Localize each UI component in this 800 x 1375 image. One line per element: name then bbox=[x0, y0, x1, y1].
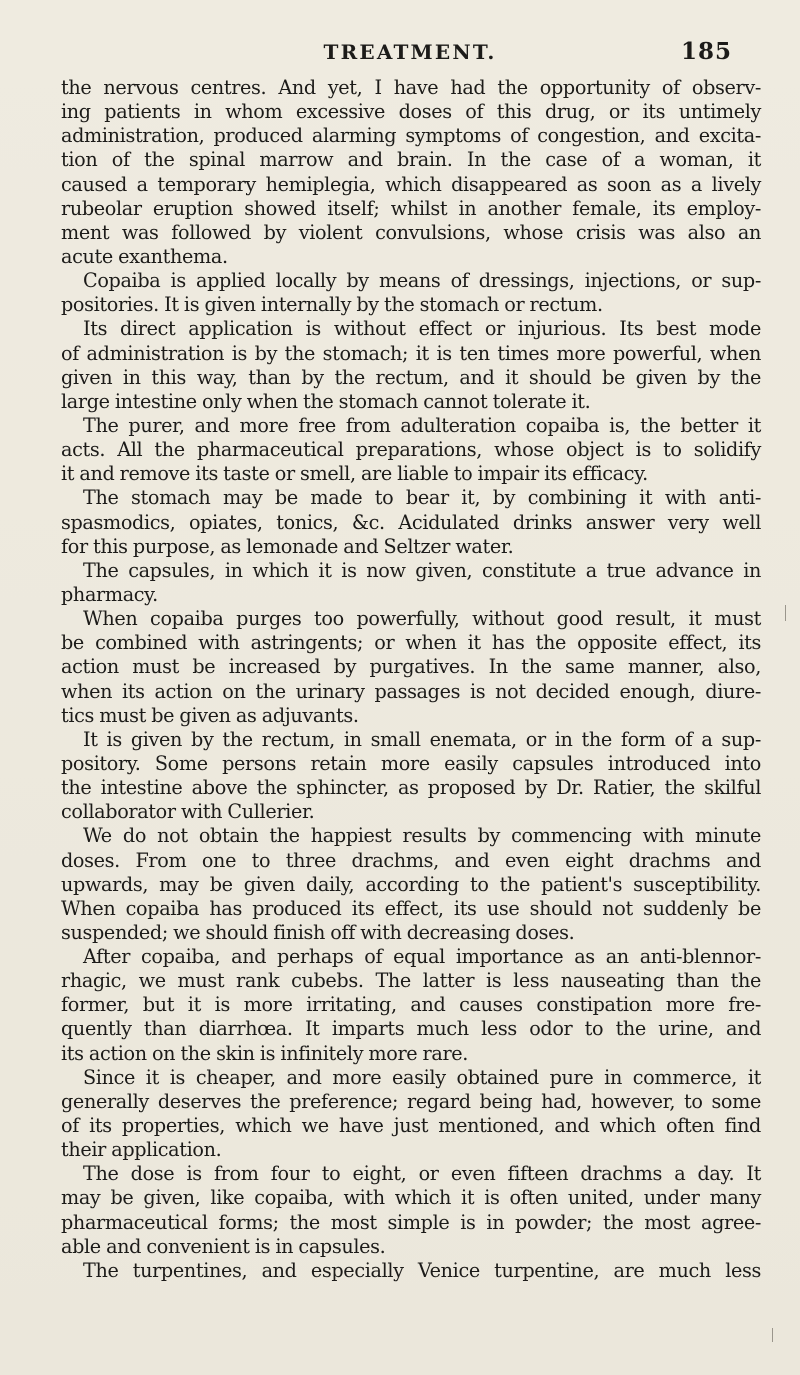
text-line: the nervous centres. And yet, I have had the opportunity of observ- bbox=[61, 76, 761, 99]
text-line: administration, produced alarming symptoms of congestion, and excita- bbox=[61, 124, 761, 148]
text-line: The purer, and more free from adulteration copaiba is, the better it bbox=[83, 413, 761, 437]
text-line: of administration is by the stomach; it is ten times more powerful, when bbox=[61, 341, 761, 365]
text-line: collaborator with Cullerier. bbox=[61, 800, 315, 824]
text-line: caused a temporary hemiplegia, which disappeared as soon as a lively bbox=[61, 172, 761, 196]
text-line: tion of the spinal marrow and brain. In the case of a woman, it bbox=[61, 148, 761, 172]
text-line: tics must be given as adjuvants. bbox=[61, 703, 359, 727]
margin-mark bbox=[772, 1328, 773, 1342]
running-head bbox=[60, 40, 760, 70]
text-line: its action on the skin is infinitely more rare. bbox=[61, 1041, 469, 1065]
text-line: positories. It is given internally by the stomach or rectum. bbox=[61, 293, 603, 317]
text-line: It is given by the rectum, in small enemata, or in the form of a sup- bbox=[83, 727, 761, 751]
text-line: rubeolar eruption showed itself; whilst in another female, its employ- bbox=[61, 196, 761, 220]
text-line: spasmodics, opiates, tonics, &c. Acidulated drinks answer very well bbox=[61, 510, 761, 534]
text-line: The stomach may be made to bear it, by combining it with anti- bbox=[83, 486, 761, 510]
text-line: Copaiba is applied locally by means of dressings, injections, or sup- bbox=[83, 269, 761, 293]
text-line: When copaiba has produced its effect, its use should not suddenly be bbox=[61, 896, 761, 920]
text-line: able and convenient is in capsules. bbox=[61, 1234, 386, 1258]
running-title: TREATMENT. bbox=[323, 40, 497, 64]
text-line: former, but it is more irritating, and causes constipation more fre- bbox=[61, 993, 761, 1017]
text-line: action must be increased by purgatives. In the same manner, also, bbox=[61, 655, 761, 679]
text-line: pharmaceutical forms; the most simple is in powder; the most agree- bbox=[61, 1210, 761, 1234]
text-line: acts. All the pharmaceutical preparations, whose object is to solidify bbox=[61, 438, 761, 462]
margin-mark bbox=[785, 605, 786, 621]
page-number: 185 bbox=[680, 38, 732, 65]
text-line: upwards, may be given daily, according to the patient's susceptibility. bbox=[61, 872, 761, 896]
text-line: given in this way, than by the rectum, and it should be given by the bbox=[61, 365, 761, 389]
text-line: the intestine above the sphincter, as proposed by Dr. Ratier, the skilful bbox=[61, 776, 761, 800]
text-line: The capsules, in which it is now given, constitute a true advance in bbox=[83, 558, 761, 582]
text-line: After copaiba, and perhaps of equal importance as an anti-blennor- bbox=[83, 945, 761, 969]
text-line: their application. bbox=[61, 1138, 222, 1162]
text-line: quently than diarrhœa. It imparts much less odor to the urine, and bbox=[61, 1017, 761, 1041]
text-line: it and remove its taste or smell, are liable to impair its efficacy. bbox=[61, 462, 648, 486]
text-line: ment was followed by violent convulsions, whose crisis was also an bbox=[61, 220, 761, 244]
text-line: We do not obtain the happiest results by commencing with minute bbox=[83, 824, 761, 848]
body-text bbox=[61, 76, 761, 1283]
text-line: doses. From one to three drachms, and even eight drachms and bbox=[61, 848, 761, 872]
text-line: pharmacy. bbox=[61, 582, 158, 606]
text-line: generally deserves the preference; regard being had, however, to some bbox=[61, 1089, 761, 1113]
text-line: when its action on the urinary passages is not decided enough, diure- bbox=[61, 679, 761, 703]
text-line: Since it is cheaper, and more easily obtained pure in commerce, it bbox=[83, 1065, 761, 1089]
text-line: Its direct application is without effect or injurious. Its best mode bbox=[83, 317, 761, 341]
text-line: pository. Some persons retain more easily capsules introduced into bbox=[61, 751, 761, 775]
text-line: ing patients in whom excessive doses of this drug, or its untimely bbox=[61, 100, 761, 124]
text-line: The dose is from four to eight, or even fifteen drachms a day. It bbox=[83, 1162, 761, 1186]
text-line: suspended; we should finish off with decreasing doses. bbox=[61, 920, 575, 944]
text-line: The turpentines, and especially Venice turpentine, are much less bbox=[83, 1258, 761, 1282]
text-line: of its properties, which we have just mentioned, and which often find bbox=[61, 1114, 761, 1138]
text-line: large intestine only when the stomach cannot tolerate it. bbox=[61, 389, 591, 413]
text-line: be combined with astringents; or when it has the opposite effect, its bbox=[61, 631, 761, 655]
text-line: rhagic, we must rank cubebs. The latter is less nauseating than the bbox=[61, 969, 761, 993]
text-line: may be given, like copaiba, with which it is often united, under many bbox=[61, 1186, 761, 1210]
text-line: for this purpose, as lemonade and Seltzer water. bbox=[61, 534, 514, 558]
text-line: acute exanthema. bbox=[61, 244, 228, 268]
text-line: When copaiba purges too powerfully, without good result, it must bbox=[83, 607, 761, 631]
